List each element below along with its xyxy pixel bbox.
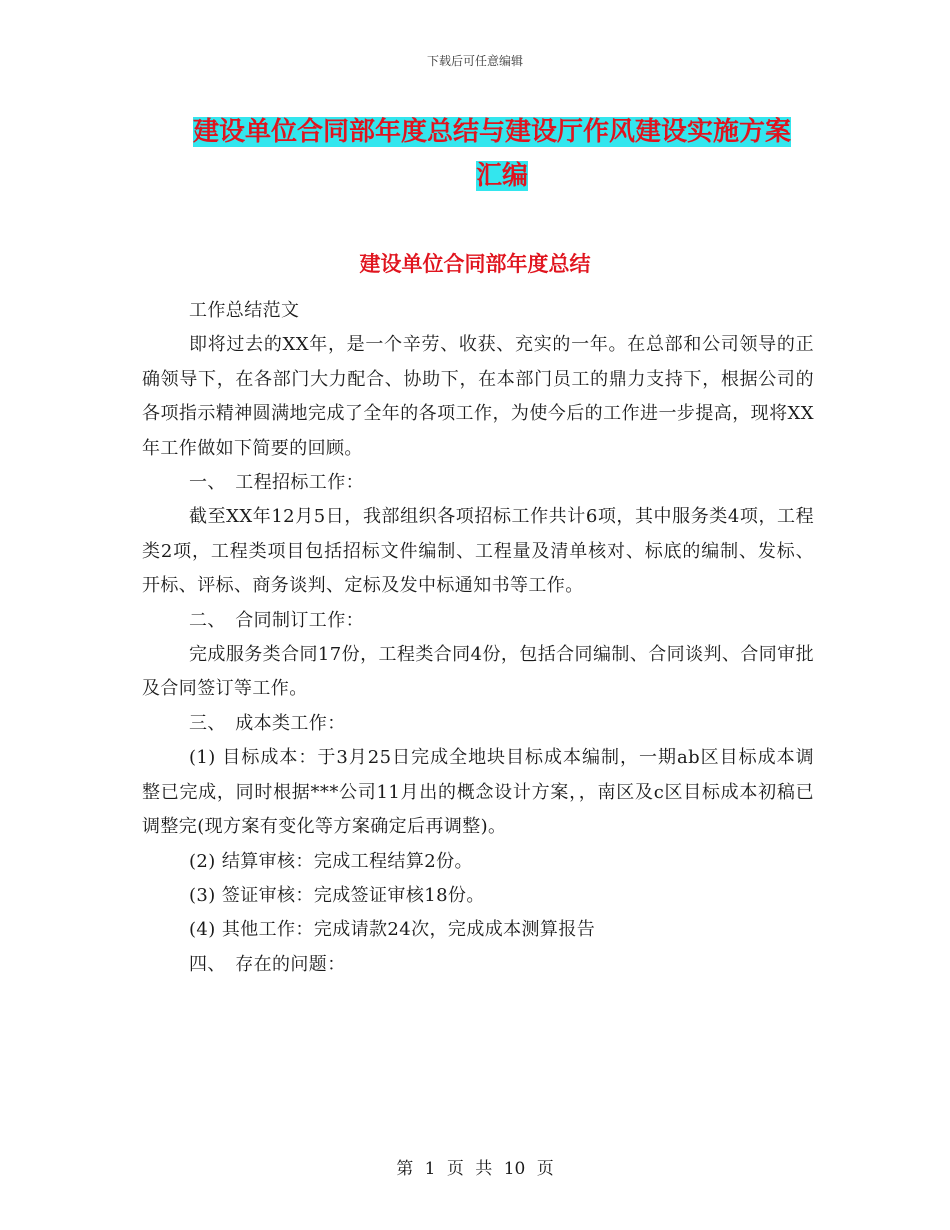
header-note: 下载后可任意编辑	[426, 54, 523, 68]
title-line-2: 汇编	[475, 161, 528, 191]
paragraph: 四、 存在的问题：	[189, 953, 346, 975]
title-line-1: 建设单位合同部年度总结与建设厅作风建设实施方案	[193, 117, 792, 147]
paragraph: 工作总结范文	[189, 300, 300, 321]
paragraph: 截至XX年12月5日，我部组织各项招标工作共计6项，其中服务类4项，工程类2项，工程类项目包括招标文件编制、工程量及清单核对、标底的编制、发标、开标、评标、商务谈判、定标及发中标通知书等工作。	[142, 506, 814, 597]
paragraph: 二、 合同制订工作：	[189, 609, 364, 631]
page-number: 第 1 页 共 10 页	[396, 1159, 554, 1179]
paragraph: 三、 成本类工作：	[189, 712, 346, 734]
paragraph: (4) 其他工作：完成请款24次，完成成本测算报告	[189, 919, 596, 941]
document-title	[193, 110, 803, 198]
paragraph: 即将过去的XX年，是一个辛劳、收获、充实的一年。在总部和公司领导的正确领导下，在各部门大力配合、协助下，在本部门员工的鼎力支持下，根据公司的各项指示精神圆满地完成了全年的各项工作，为使今后的工作进一步提高，现将XX年工作做如下简要的回顾。	[142, 334, 814, 459]
paragraph: (1) 目标成本：于3月25日完成全地块目标成本编制，一期ab区目标成本调整已完成，同时根据***公司11月出的概念设计方案，，南区及c区目标成本初稿已调整完(现方案有变化等方案确定后再调整)。	[142, 747, 814, 838]
paragraph: (3) 签证审核：完成签证审核18份。	[189, 884, 485, 906]
paragraph: 完成服务类合同17份，工程类合同4份，包括合同编制、合同谈判、合同审批及合同签订等工作。	[142, 644, 814, 700]
document-body	[142, 294, 814, 982]
paragraph: 一、 工程招标工作：	[189, 472, 364, 494]
section-title: 建设单位合同部年度总结	[359, 252, 591, 276]
paragraph: (2) 结算审核：完成工程结算2份。	[189, 850, 473, 872]
